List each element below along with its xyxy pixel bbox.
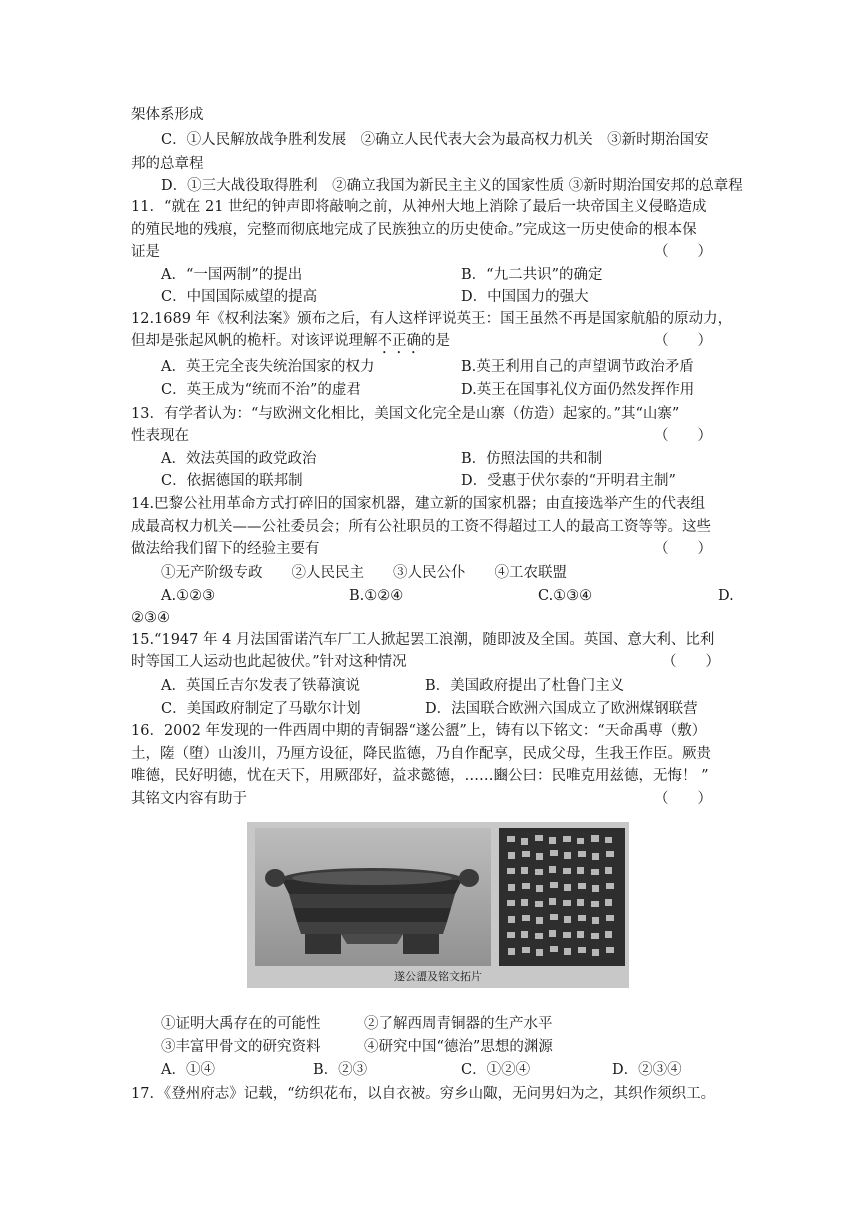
q14-answer-paren: （ ） — [654, 541, 712, 557]
q11-option-a: A．“一国两制”的提出 — [161, 267, 303, 283]
bronze-vessel-figure — [247, 822, 629, 988]
line-l3: D．①三大战役取得胜利 ②确立我国为新民主主义的国家性质 ③新时期治国安邦的总章程 — [161, 178, 743, 194]
q17-stem-1: 17．《登州府志》记载，“纺织花布，以自衣被。穷乡山陬，无问男妇为之，其织作须织工。 — [131, 1086, 716, 1102]
inscription-rubbing-icon — [499, 828, 625, 966]
q14-option-b: B.①②④ — [349, 588, 404, 604]
q12-option-a: A．英王完全丧失统治国家的权力 — [161, 359, 375, 375]
q13-option-b: B．仿照法国的共和制 — [461, 451, 603, 467]
vessel-and-rubbing-image — [247, 822, 629, 988]
q14-option-d: D. — [718, 588, 734, 604]
q16-answer-paren: （ ） — [654, 791, 712, 807]
q13-option-d: D．受惠于伏尔泰的“开明君主制” — [461, 473, 676, 489]
q16-stem-1: 16．2002 年发现的一件西周中期的青铜器“遂公盨”上，铸有以下铭文：“天命禹尃（敷） — [131, 723, 707, 739]
q14-items: ①无产阶级专政 ②人民民主 ③人民公仆 ④工农联盟 — [161, 565, 567, 581]
q16-stem-3: 唯德，民好明德，忧在天下，用厥邵好，益求懿德，……豳公曰：民唯克用兹德，无悔！ ” — [131, 768, 709, 784]
q12-emphasis: 不正确 — [377, 333, 421, 349]
q14-option-a: A.①②③ — [161, 588, 216, 604]
q11-option-c: C．中国国际威望的提高 — [161, 289, 318, 305]
q11-option-d: D．中国国力的强大 — [461, 289, 589, 305]
q14-option-d-cont: ②③④ — [131, 610, 170, 626]
line-l0: 架体系形成 — [131, 107, 204, 123]
q14-stem-3: 做法给我们留下的经验主要有 — [131, 541, 320, 557]
q15-stem-1: 15.“1947 年 4 月法国雷诺汽车厂工人掀起罢工浪潮，随即波及全国。英国、意大利、比利 — [131, 632, 715, 648]
q12-option-b: B.英王利用自己的声望调节政治矛盾 — [461, 359, 694, 375]
q15-option-d: D．法国联合欧洲六国成立了欧洲煤钢联营 — [425, 701, 698, 717]
q16-option-c: C．①②④ — [461, 1062, 531, 1078]
q13-option-c: C．依据德国的联邦制 — [161, 473, 303, 489]
q12-answer-paren: （ ） — [654, 333, 712, 349]
q13-stem-2: 性表现在 — [131, 428, 189, 444]
q13-option-a: A．效法英国的政党政治 — [161, 451, 317, 467]
q12-option-c: C．英王成为“统而不治”的虚君 — [161, 382, 361, 398]
q11-stem-1: 11．“就在 21 世纪的钟声即将敲响之前，从神州大地上消除了最后一块帝国主义侵略造成 — [131, 199, 707, 215]
q15-option-c: C．美国政府制定了马歇尔计划 — [161, 701, 361, 717]
q12-option-d: D.英王在国事礼仪方面仍然发挥作用 — [461, 382, 695, 398]
q16-option-d: D．②③④ — [612, 1062, 682, 1078]
q15-option-b: B．美国政府提出了杜鲁门主义 — [425, 678, 625, 694]
figure-caption: 遂公盨及铭文拓片 — [394, 970, 482, 983]
q16-items-1: ①证明大禹存在的可能性 ②了解西周青铜器的生产水平 — [161, 1016, 553, 1032]
q15-stem-2: 时等国工人运动也此起彼伏。”针对这种情况 — [131, 654, 407, 670]
q12-stem-1: 12.1689 年《权利法案》颁布之后，有人这样评说英王：国王虽然不再是国家航船的原动力， — [131, 311, 733, 327]
q13-stem-1: 13．有学者认为：“与欧洲文化相比，美国文化完全是山寨（仿造）起家的。”其“山寨” — [131, 406, 680, 422]
q13-answer-paren: （ ） — [654, 428, 712, 444]
q11-stem-2: 的殖民地的残痕，完整而彻底地完成了民族独立的历史使命。”完成这一历史使命的根本保 — [131, 222, 697, 238]
line-l2: 邦的总章程 — [131, 156, 204, 172]
q14-stem-1: 14.巴黎公社用革命方式打碎旧的国家机器，建立新的国家机器；由直接选举产生的代表组 — [131, 496, 706, 512]
q15-option-a: A．英国丘吉尔发表了铁幕演说 — [161, 678, 360, 694]
q16-option-a: A．①④ — [161, 1062, 215, 1078]
q11-stem-3: 证是 — [131, 244, 160, 260]
q16-stem-4: 其铭文内容有助于 — [131, 791, 247, 807]
q16-items-2: ③丰富甲骨文的研究资料 ④研究中国“德治”思想的渊源 — [161, 1039, 553, 1055]
line-l1: C．①人民解放战争胜利发展 ②确立人民代表大会为最高权力机关 ③新时期治国安 — [161, 132, 709, 148]
q14-option-c: C.①③④ — [538, 588, 593, 604]
q11-option-b: B．“九二共识”的确定 — [461, 267, 603, 283]
q15-answer-paren: （ ） — [662, 654, 720, 670]
q14-stem-2: 成最高权力机关——公社委员会；所有公社职员的工资不得超过工人的最高工资等等。这些 — [131, 519, 711, 535]
q11-answer-paren: （ ） — [654, 244, 712, 260]
q16-stem-2: 土，隓（堕）山浚川，乃厘方设征，降民监德，乃自作配享，民成父母，生我王作臣。厥贵 — [131, 746, 711, 762]
q16-option-b: B．②③ — [313, 1062, 368, 1078]
q12-stem-2: 但却是张起风帆的桅杆。对该评说理解不正确的是 — [131, 333, 450, 349]
